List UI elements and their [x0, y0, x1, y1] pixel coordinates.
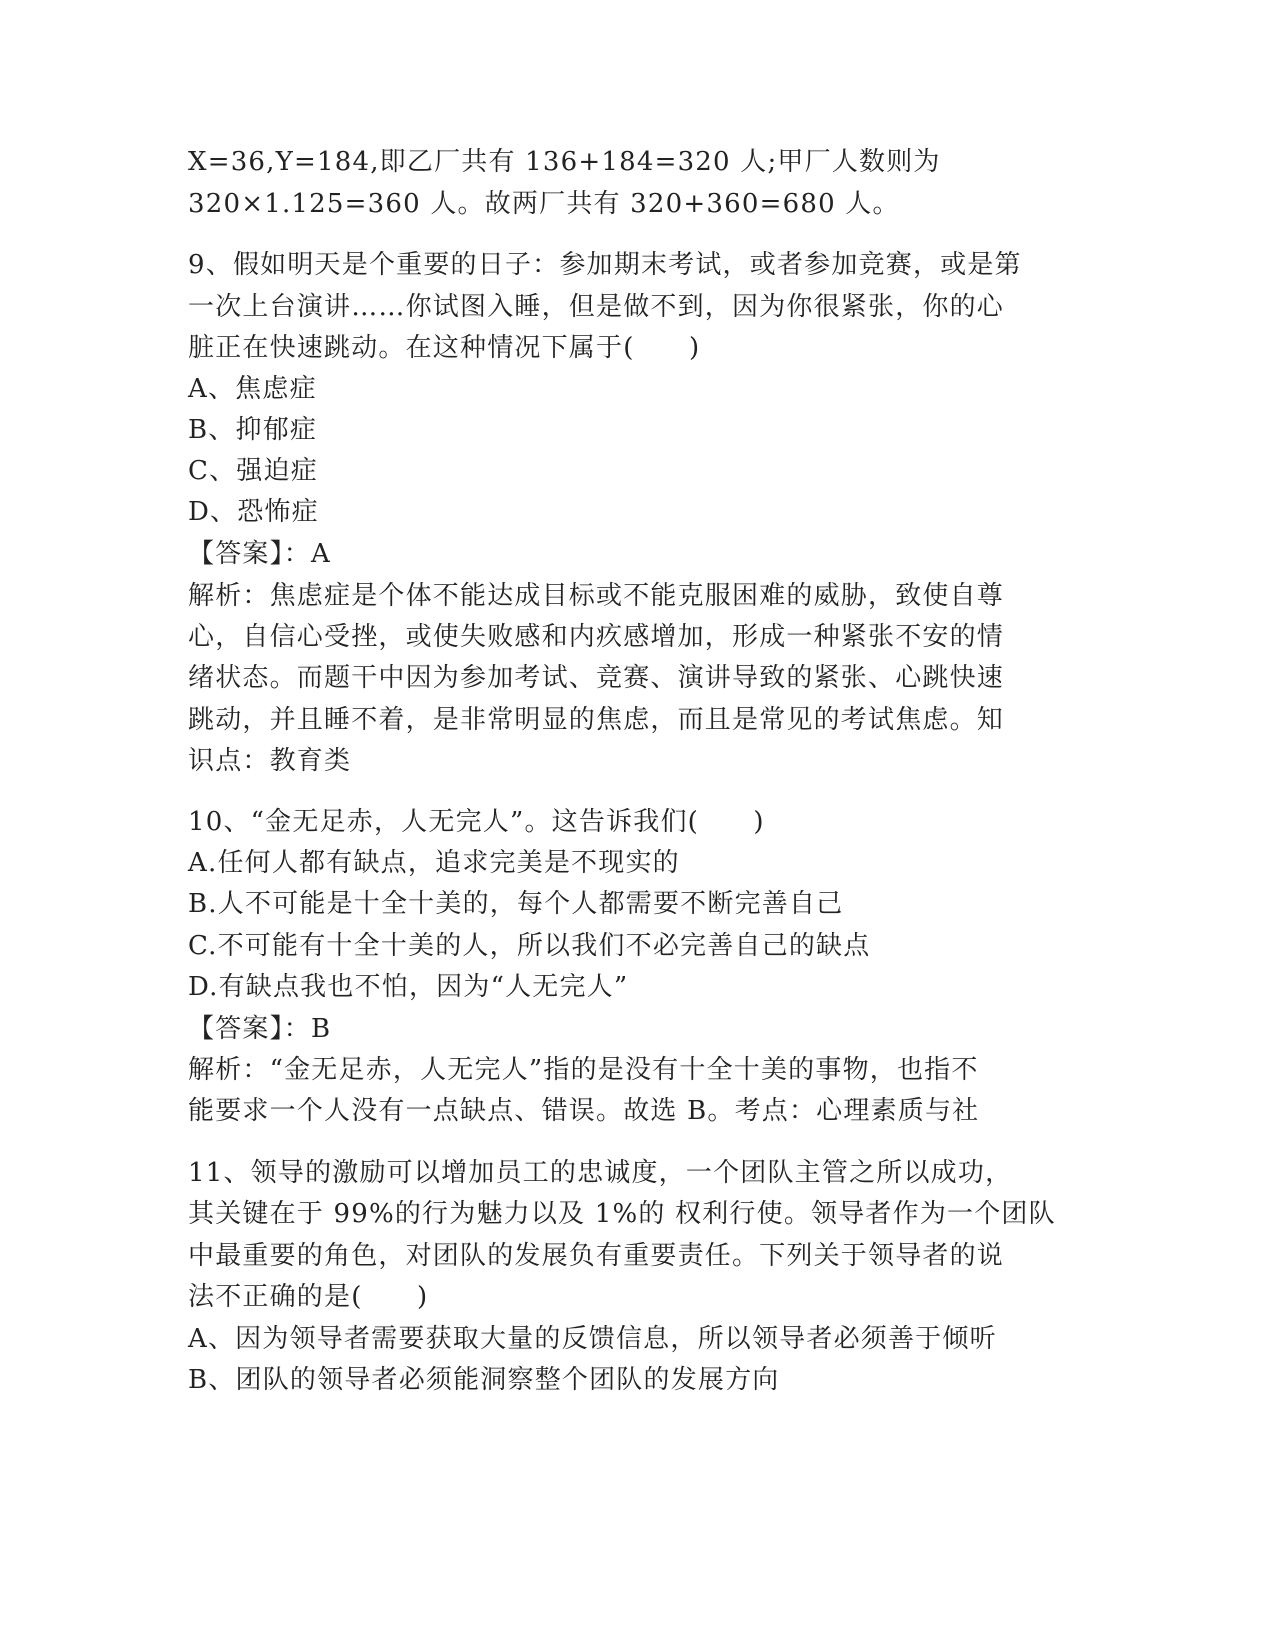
question-9-analysis: 心，自信心受挫，或使失败感和内疚感增加，形成一种紧张不安的情: [188, 622, 1005, 652]
question-9-stem: 9、假如明天是个重要的日子：参加期末考试，或者参加竞赛，或是第: [188, 250, 1022, 280]
question-9-stem: 一次上台演讲……你试图入睡，但是做不到，因为你很紧张，你的心: [188, 292, 1005, 322]
question-9-analysis: 绪状态。而题干中因为参加考试、竞赛、演讲导致的紧张、心跳快速: [188, 663, 1005, 693]
question-9-analysis: 解析：焦虑症是个体不能达成目标或不能克服困难的威胁，致使自尊: [188, 581, 1005, 611]
intro-line: X=36,Y=184,即乙厂共有 136+184=320 人;甲厂人数则为: [188, 147, 941, 177]
question-10-answer: 【答案】：B: [188, 1014, 332, 1044]
question-10-option-a: A.任何人都有缺点，追求完美是不现实的: [188, 848, 680, 878]
question-9-option-b: B、抑郁症: [188, 415, 318, 445]
question-10-option-d: D.有缺点我也不怕，因为“人无完人”: [188, 972, 629, 1002]
question-9-option-c: C、强迫症: [188, 456, 318, 486]
question-9-option-a: A、焦虑症: [188, 374, 317, 404]
question-9-option-d: D、恐怖症: [188, 497, 319, 527]
question-10-analysis: 能要求一个人没有一点缺点、错误。故选 B。考点：心理素质与社: [188, 1096, 980, 1126]
question-10-option-c: C.不可能有十全十美的人，所以我们不必完善自己的缺点: [188, 931, 871, 961]
question-11-stem: 其关键在于 99%的行为魅力以及 1%的 权利行使。领导者作为一个团队: [188, 1199, 1056, 1229]
question-9-analysis: 跳动，并且睡不着，是非常明显的焦虑，而且是常见的考试焦虑。知: [188, 705, 1005, 735]
question-10-analysis: 解析：“金无足赤，人无完人”指的是没有十全十美的事物，也指不: [188, 1055, 979, 1085]
question-9-answer: 【答案】：A: [188, 539, 331, 569]
question-9-stem: 脏正在快速跳动。在这种情况下属于( ): [188, 333, 701, 363]
question-9-analysis: 识点：教育类: [188, 746, 352, 776]
question-11-option-a: A、因为领导者需要获取大量的反馈信息，所以领导者必须善于倾听: [188, 1324, 997, 1354]
question-11-stem: 法不正确的是( ): [188, 1282, 429, 1312]
intro-line: 320×1.125=360 人。故两厂共有 320+360=680 人。: [188, 189, 900, 219]
question-11-stem: 中最重要的角色，对团队的发展负有重要责任。下列关于领导者的说: [188, 1241, 1005, 1271]
question-11-option-b: B、团队的领导者必须能洞察整个团队的发展方向: [188, 1365, 780, 1395]
question-10-stem: 10、“金无足赤，人无完人”。这告诉我们( ): [188, 807, 765, 837]
question-10-option-b: B.人不可能是十全十美的，每个人都需要不断完善自己: [188, 889, 844, 919]
question-11-stem: 11、领导的激励可以增加员工的忠诚度，一个团队主管之所以成功，: [188, 1158, 1013, 1188]
